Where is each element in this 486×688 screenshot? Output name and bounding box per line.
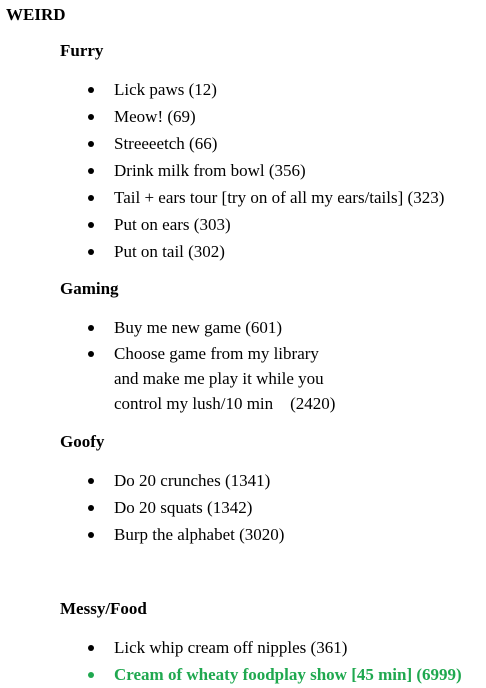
section-messy-food	[60, 598, 480, 684]
bullet-icon	[88, 168, 94, 174]
list-item: Do 20 crunches (1341)	[60, 467, 480, 494]
section-goofy	[60, 431, 480, 544]
section-heading-furry: Furry	[60, 41, 104, 60]
page-title: WEIRD	[6, 5, 66, 24]
section-furry	[60, 40, 480, 261]
item-list-messy-food	[60, 634, 480, 688]
bullet-icon	[88, 645, 94, 651]
bullet-icon	[88, 195, 94, 201]
bullet-icon	[88, 249, 94, 255]
list-item-highlighted: Cream of wheaty foodplay show [45 min] (6999)	[60, 661, 480, 688]
item-list-goofy	[60, 467, 480, 548]
item-list-furry	[60, 76, 480, 265]
list-item: Drink milk from bowl (356)	[60, 157, 480, 184]
bullet-icon	[88, 351, 94, 357]
bullet-icon	[88, 141, 94, 147]
list-item: Buy me new game (601)	[60, 314, 480, 341]
list-item: Meow! (69)	[60, 103, 480, 130]
bullet-icon	[88, 114, 94, 120]
section-gaming	[60, 278, 480, 413]
bullet-icon	[88, 505, 94, 511]
bullet-icon	[88, 478, 94, 484]
bullet-icon	[88, 325, 94, 331]
list-item: Streeeetch (66)	[60, 130, 480, 157]
list-item: Burp the alphabet (3020)	[60, 521, 480, 548]
section-heading-messy-food: Messy/Food	[60, 599, 147, 618]
bullet-icon	[88, 222, 94, 228]
list-item: Do 20 squats (1342)	[60, 494, 480, 521]
section-heading-gaming: Gaming	[60, 279, 119, 298]
list-item: Lick whip cream off nipples (361)	[60, 634, 480, 661]
list-item: Put on tail (302)	[60, 238, 480, 265]
list-item: Tail + ears tour [try on of all my ears/tails] (323)	[60, 184, 480, 211]
section-heading-goofy: Goofy	[60, 432, 105, 451]
bullet-icon	[88, 87, 94, 93]
list-item: Lick paws (12)	[60, 76, 480, 103]
bullet-icon	[88, 672, 94, 678]
bullet-icon	[88, 532, 94, 538]
list-item: Put on ears (303)	[60, 211, 480, 238]
item-list-gaming	[60, 314, 480, 416]
list-item: Choose game from my library and make me play it while you control my lush/10 min (2420)	[60, 341, 480, 416]
